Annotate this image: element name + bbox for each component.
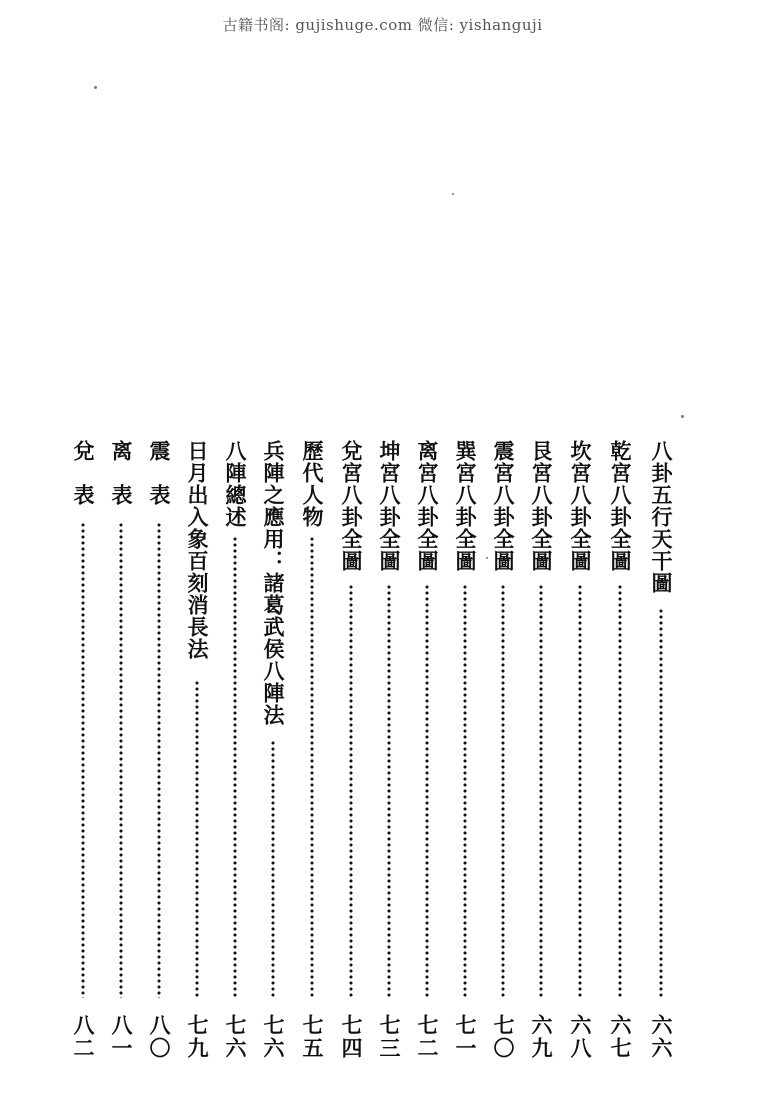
toc-entry-page: 七四 — [339, 1014, 363, 1060]
toc-entry-title: 兵陣之應用：諸葛武侯八陣法 — [261, 440, 285, 726]
table-of-contents — [0, 440, 765, 1060]
toc-entry[interactable] — [414, 440, 440, 1060]
dot-leader — [539, 584, 543, 998]
toc-entry-title: 坎宮八卦全圖 — [568, 440, 592, 572]
toc-entry[interactable] — [108, 440, 134, 1060]
toc-entry[interactable] — [528, 440, 554, 1060]
toc-entry[interactable] — [146, 440, 172, 1060]
toc-entry-page: 八一 — [109, 1014, 133, 1060]
dot-leader — [195, 680, 199, 998]
dot-leader — [157, 522, 161, 998]
toc-entry-title: 坤宮八卦全圖 — [377, 440, 401, 572]
toc-entry-title: 离 表 — [109, 440, 133, 506]
toc-entry[interactable] — [452, 440, 478, 1060]
dot-leader — [119, 522, 123, 998]
toc-entry-title: 震 表 — [147, 440, 171, 506]
toc-entry-page: 八〇 — [147, 1014, 171, 1060]
dot-leader — [618, 584, 622, 998]
toc-entry-page: 七五 — [300, 1014, 324, 1060]
toc-entry-page: 七三 — [377, 1014, 401, 1060]
toc-entry-page: 七六 — [261, 1014, 285, 1060]
toc-entry[interactable] — [70, 440, 96, 1060]
dot-leader — [81, 522, 85, 998]
toc-entry-title: 艮宮八卦全圖 — [529, 440, 553, 572]
dot-leader — [387, 584, 391, 998]
toc-entry-page: 七六 — [223, 1014, 247, 1060]
toc-entry-page: 六九 — [529, 1014, 553, 1060]
toc-entry-title: 八卦五行天干圖 — [649, 440, 673, 594]
toc-entry[interactable] — [607, 440, 633, 1060]
toc-entry[interactable] — [567, 440, 593, 1060]
toc-entry-page: 七一 — [453, 1014, 477, 1060]
toc-entry[interactable] — [490, 440, 516, 1060]
scan-speck — [452, 193, 454, 195]
toc-entry-page: 六八 — [568, 1014, 592, 1060]
scan-speck — [681, 415, 684, 418]
dot-leader — [425, 584, 429, 998]
dot-leader — [271, 740, 275, 998]
toc-entry[interactable] — [376, 440, 402, 1060]
toc-entry-page: 七〇 — [491, 1014, 515, 1060]
toc-entry-title: 兌 表 — [71, 440, 95, 506]
dot-leader — [463, 584, 467, 998]
dot-leader — [310, 536, 314, 998]
dot-leader — [578, 584, 582, 998]
toc-entry-title: 乾宮八卦全圖 — [608, 440, 632, 572]
dot-leader — [349, 584, 353, 998]
toc-entry-title: 兌宮八卦全圖 — [339, 440, 363, 572]
toc-entry[interactable] — [648, 440, 674, 1060]
watermark-text: 古籍书阁: gujishuge.com 微信: yishanguji — [222, 16, 543, 34]
toc-entry[interactable] — [299, 440, 325, 1060]
toc-entry-page: 七二 — [415, 1014, 439, 1060]
toc-entry-page: 八二 — [71, 1014, 95, 1060]
toc-entry-title: 歷代人物 — [300, 440, 324, 528]
dot-leader — [659, 608, 663, 998]
toc-entry-title: 震宮八卦全圖 — [491, 440, 515, 572]
toc-entry-page: 六六 — [649, 1014, 673, 1060]
toc-entry[interactable] — [338, 440, 364, 1060]
scan-speck — [94, 86, 97, 89]
toc-entry-title: 日月出入象百刻消長法 — [185, 440, 209, 660]
toc-entry-page: 七九 — [185, 1014, 209, 1060]
dot-leader — [233, 536, 237, 998]
toc-entry-title: 巽宮八卦全圖 — [453, 440, 477, 572]
toc-entry-page: 六七 — [608, 1014, 632, 1060]
toc-entry[interactable] — [184, 440, 210, 1060]
toc-entry-title: 八陣總述 — [223, 440, 247, 528]
toc-entry[interactable] — [222, 440, 248, 1060]
toc-entry-title: 离宮八卦全圖 — [415, 440, 439, 572]
dot-leader — [501, 584, 505, 998]
toc-entry[interactable] — [260, 440, 286, 1060]
